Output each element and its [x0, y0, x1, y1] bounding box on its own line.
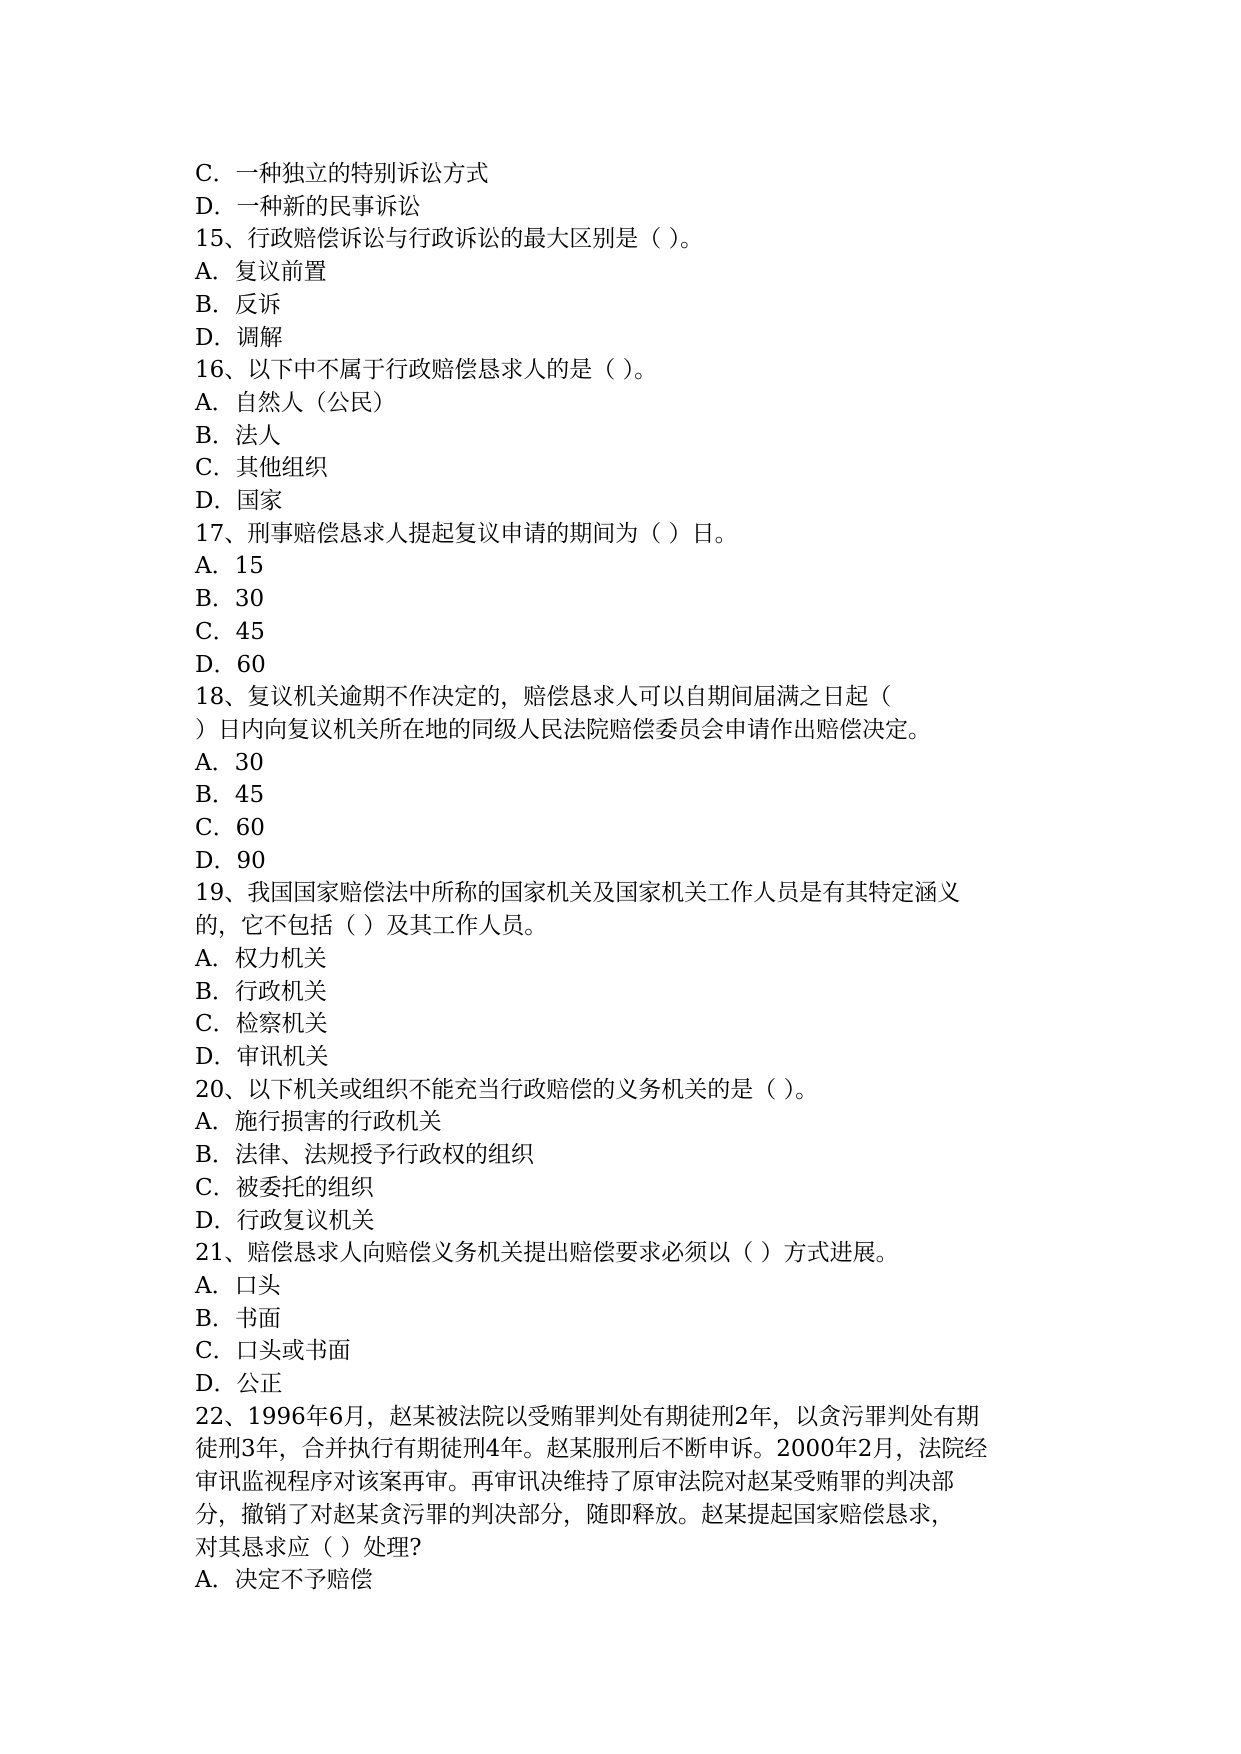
option-line: B．书面	[195, 1305, 281, 1332]
question-22-cont: 对其恳求应（ ）处理?	[195, 1534, 422, 1561]
option-line: A．施行损害的行政机关	[195, 1109, 442, 1136]
option-line: A．自然人（公民）	[195, 389, 396, 416]
option-line: D．公正	[195, 1371, 283, 1398]
option-line: B．45	[195, 782, 265, 809]
option-line: A．复议前置	[195, 259, 327, 286]
question-21: 21、赔偿恳求人向赔偿义务机关提出赔偿要求必须以（ ）方式进展。	[195, 1240, 899, 1267]
option-line: D．90	[195, 847, 266, 874]
question-22-cont: 审讯监视程序对该案再审。再审讯决维持了原审法院对赵某受贿罪的判决部	[195, 1469, 954, 1496]
question-18: 18、复议机关逾期不作决定的，赔偿恳求人可以自期间届满之日起（	[195, 684, 892, 711]
option-line: C．45	[195, 618, 265, 645]
option-line: B．30	[195, 586, 265, 613]
option-line: B．法律、法规授予行政权的组织	[195, 1142, 534, 1169]
option-line: C．60	[195, 815, 265, 842]
question-22-cont: 徒刑3年，合并执行有期徒刑4年。赵某服刑后不断申诉。2000年2月，法院经	[195, 1436, 988, 1463]
question-18-cont: ）日内向复议机关所在地的同级人民法院赔偿委员会申请作出赔偿决定。	[195, 716, 931, 743]
text-line: C．一种独立的特别诉讼方式	[195, 161, 489, 187]
option-line: B．反诉	[195, 291, 281, 318]
option-line: A．权力机关	[195, 945, 327, 972]
question-16: 16、以下中不属于行政赔偿恳求人的是（ ）。	[195, 357, 658, 384]
option-line: C．检察机关	[195, 1011, 328, 1038]
option-line: D．审讯机关	[195, 1043, 329, 1070]
option-line: D．调解	[195, 324, 283, 351]
question-17: 17、刑事赔偿恳求人提起复议申请的期间为（ ）日。	[195, 520, 738, 547]
question-22-cont: 分，撤销了对赵某贪污罪的判决部分，随即释放。赵某提起国家赔偿恳求，	[195, 1501, 954, 1528]
question-19-cont: 的，它不包括（ ）及其工作人员。	[195, 913, 548, 940]
option-line: A．决定不予赔偿	[195, 1567, 373, 1594]
option-line: A．15	[195, 553, 264, 580]
option-line: B．行政机关	[195, 978, 327, 1005]
option-line: C．被委托的组织	[195, 1174, 374, 1201]
option-line: D．行政复议机关	[195, 1207, 375, 1234]
question-19: 19、我国国家赔偿法中所称的国家机关及国家机关工作人员是有其特定涵义	[195, 880, 961, 907]
document-body	[195, 158, 1045, 1597]
option-line: C．其他组织	[195, 455, 328, 482]
question-20: 20、以下机关或组织不能充当行政赔偿的义务机关的是（ ）。	[195, 1076, 819, 1103]
question-22: 22、1996年6月，赵某被法院以受贿罪判处有期徒刑2年，以贪污罪判处有期	[195, 1403, 980, 1430]
option-line: B．法人	[195, 422, 281, 449]
question-15: 15、行政赔偿诉讼与行政诉讼的最大区别是（ ）。	[195, 226, 704, 253]
option-line: D．60	[195, 651, 266, 678]
option-line: A．口头	[195, 1272, 281, 1299]
option-line: A．30	[195, 749, 264, 776]
option-line: D．国家	[195, 488, 283, 515]
option-line: C．口头或书面	[195, 1338, 351, 1365]
text-line: D．一种新的民事诉讼	[195, 193, 421, 220]
